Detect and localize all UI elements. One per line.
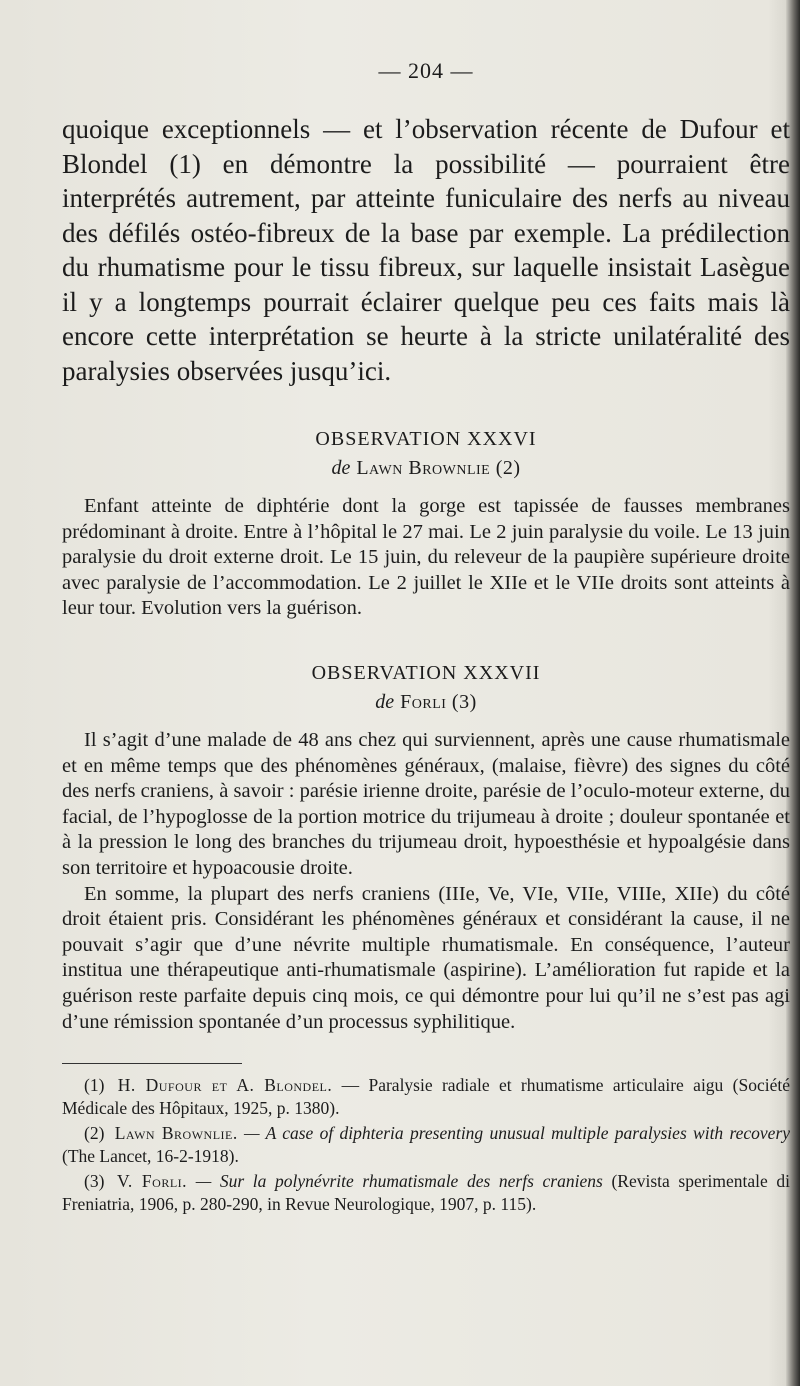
author-name: Lawn Brownlie (2) (356, 457, 521, 479)
footnotes (62, 1074, 790, 1216)
footnote-title: — Sur la polynévrite rhumatismale des nerfs craniens (195, 1171, 603, 1192)
footnote-2 (62, 1122, 790, 1168)
observation-author (62, 457, 790, 480)
footnote-1 (62, 1074, 790, 1120)
observation-body (62, 494, 790, 622)
observation-author (62, 691, 790, 714)
lead-paragraph: quoique exceptionnels — et l’observation récente de Dufour et Blondel (1) en démontre la possibilité — pourraient être interprétés autrement, par atteinte funiculaire des nerfs au niveau des défilés ostéo-fibreux de la base par exemple. La prédilection du rhumatisme pour le tissu fibreux, sur laquelle insistait Lasègue il y a longtemps pourrait éclairer quelque peu ces faits mais là encore cette interprétation se heurte à la stricte unilatéralité des paralysies observées jusqu’ici. (62, 114, 790, 386)
observation-paragraph: En somme, la plupart des nerfs craniens (IIIe, Ve, VIe, VIIe, VIIIe, XIIe) du côté droit étaient pris. Considérant les phénomènes généraux et considérant la cause, il ne pouvait s’agir que d’une névrite multiple rhumatismale. En conséquence, l’auteur institua une thérapeutique anti-rhumatismale (aspirine). L’amélioration fut rapide et la guérison reste parfaite depuis cinq mois, ce qui démontre pour lui qu’il ne s’est pas agi d’une rémission spontanée d’un processus syphilitique. (62, 882, 790, 1033)
observation-heading: OBSERVATION XXXVII (311, 661, 541, 684)
observation-paragraph: Enfant atteinte de diphtérie dont la gorge est tapissée de fausses membranes prédominant à droite. Entre à l’hôpital le 27 mai. Le 2 juin paralysie du voile. Le 13 juin paralysie du droit externe droit. Le 15 juin, du releveur de la paupière supérieure droite avec paralysie de l’accommodation. Le 2 juillet le XIIe et le VIIe droits sont atteints à leur tour. Evolution vers la guérison. (62, 495, 790, 620)
observation-36 (62, 428, 790, 622)
footnote-author: Lawn Brownlie. (114, 1123, 238, 1144)
footnote-source: (Société Médicale des Hôpitaux, 1925, p. 1380). (62, 1075, 791, 1119)
footnote-title: — Paralysie radiale et rhumatisme articulaire aigu (341, 1075, 724, 1096)
author-name: Forli (3) (400, 690, 477, 713)
footnote-source: (The Lancet, 16-2-1918). (62, 1146, 239, 1167)
page-content (62, 58, 790, 1218)
observation-body (62, 728, 790, 1035)
footnote-marker: (2) (84, 1123, 105, 1144)
footnote-author: H. Dufour et A. Blondel. (117, 1075, 333, 1096)
observation-37 (62, 662, 790, 1035)
footnote-author: V. Forli. (117, 1171, 188, 1192)
author-prefix: de (375, 690, 395, 713)
footnote-marker: (1) (84, 1075, 105, 1096)
footnote-3 (62, 1170, 790, 1216)
observation-paragraph: Il s’agit d’une malade de 48 ans chez qui surviennent, après une cause rhumatismale et en même temps que des phénomènes généraux, (malaise, fièvre) des signes du côté des nerfs craniens, à savoir : parésie irienne droite, parésie de l’oculo-moteur externe, du facial, de l’hypoglosse de la portion motrice du trijumeau à droite ; douleur spontanée et à la pression le long des branches du trijumeau droit, hypoesthésie et hypoalgésie dans son territoire et hypoacousie droite. (62, 728, 790, 879)
observation-heading: OBSERVATION XXXVI (315, 428, 537, 450)
author-prefix: de (331, 457, 351, 479)
footnote-source: (Revista sperimentale di Freniatria, 1906, p. 280-290, in Revue Neurologique, 1907, p. 115). (62, 1171, 791, 1215)
footnote-marker: (3) (84, 1171, 105, 1192)
footnote-rule (62, 1063, 242, 1064)
lead-section (62, 112, 790, 388)
page-number: — 204 — (378, 58, 474, 83)
footnote-title: — A case of diphteria presenting unusual multiple paralysies with recovery (244, 1123, 791, 1144)
